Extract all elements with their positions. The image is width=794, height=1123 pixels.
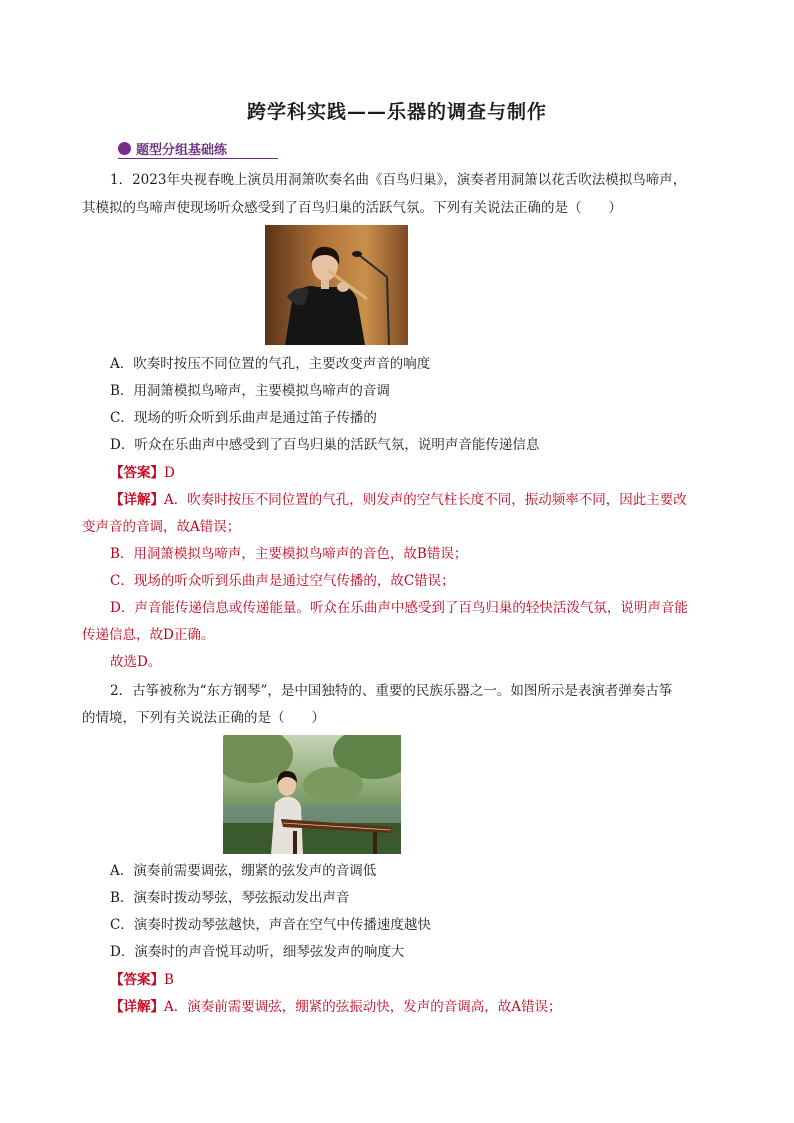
performer-image-icon bbox=[265, 225, 408, 345]
q1-answer bbox=[110, 463, 175, 483]
detail-text: A．吹奏时按压不同位置的气孔，则发声的空气柱长度不同，振动频率不同，因此主要改 bbox=[164, 492, 687, 508]
guzheng-image-icon bbox=[223, 735, 401, 854]
section-underline bbox=[118, 158, 278, 159]
q2-option-d: D．演奏时的声音悦耳动听，细琴弦发声的响度大 bbox=[110, 944, 405, 960]
section-header bbox=[118, 139, 278, 159]
page-title: 跨学科实践——乐器的调查与制作 bbox=[246, 101, 547, 123]
bullet-dot-icon bbox=[118, 142, 131, 155]
q1-option-c: C．现场的听众听到乐曲声是通过笛子传播的 bbox=[110, 410, 377, 426]
answer-tag: 【答案】 bbox=[110, 972, 164, 988]
detail-tag: 【详解】 bbox=[110, 999, 164, 1015]
q1-detail-line1 bbox=[110, 490, 687, 510]
q2-photo-guzheng-performer bbox=[223, 735, 401, 854]
q2-option-b: B．演奏时拨动琴弦，琴弦振动发出声音 bbox=[110, 890, 350, 906]
q2-detail-line1 bbox=[110, 997, 562, 1017]
q1-option-b: B．用洞箫模拟鸟啼声，主要模拟鸟啼声的音调 bbox=[110, 383, 390, 399]
q1-photo-dongxiao-performer bbox=[265, 225, 408, 345]
q2-answer bbox=[110, 970, 174, 990]
q1-conclusion: 故选D。 bbox=[110, 654, 162, 670]
q1-detail-line6: 传递信息，故D正确。 bbox=[82, 627, 215, 643]
detail-text: A．演奏前需要调弦，绷紧的弦振动快，发声的音调高，故A错误； bbox=[164, 999, 562, 1015]
q1-detail-line5: D．声音能传递信息或传递能量。听众在乐曲声中感受到了百鸟归巢的轻快活泼气氛，说明声音能 bbox=[110, 600, 688, 616]
q2-option-c: C．演奏时拨动琴弦越快，声音在空气中传播速度越快 bbox=[110, 917, 431, 933]
q1-stem-line2: 其模拟的鸟啼声使现场听众感受到了百鸟归巢的活跃气氛。下列有关说法正确的是（ ） bbox=[82, 200, 622, 216]
detail-tag: 【详解】 bbox=[110, 492, 164, 508]
q1-detail-line4: C．现场的听众听到乐曲声是通过空气传播的，故C错误； bbox=[110, 573, 455, 589]
answer-tag: 【答案】 bbox=[110, 465, 164, 481]
q1-stem-line1: 1．2023年央视春晚上演员用洞箫吹奏名曲《百鸟归巢》，演奏者用洞箫以花舌吹法模拟鸟啼声， bbox=[110, 172, 687, 188]
q2-option-a: A．演奏前需要调弦，绷紧的弦发声的音调低 bbox=[110, 863, 377, 879]
answer-value: B bbox=[164, 972, 174, 988]
q2-stem-line2: 的情境，下列有关说法正确的是（ ） bbox=[82, 710, 325, 726]
q1-detail-line2: 变声音的音调，故A错误； bbox=[82, 519, 241, 535]
q2-stem-line1: 2．古筝被称为“东方钢琴”，是中国独特的、重要的民族乐器之一。如图所示是表演者弹奏古筝 bbox=[110, 683, 673, 699]
section-label: 题型分组基础练 bbox=[136, 143, 228, 158]
q1-option-a: A．吹奏时按压不同位置的气孔，主要改变声音的响度 bbox=[110, 356, 431, 372]
q1-detail-line3: B．用洞箫模拟鸟啼声，主要模拟鸟啼声的音色，故B错误； bbox=[110, 546, 468, 562]
answer-value: D bbox=[164, 465, 175, 481]
q1-option-d: D．听众在乐曲声中感受到了百鸟归巢的活跃气氛，说明声音能传递信息 bbox=[110, 437, 540, 453]
